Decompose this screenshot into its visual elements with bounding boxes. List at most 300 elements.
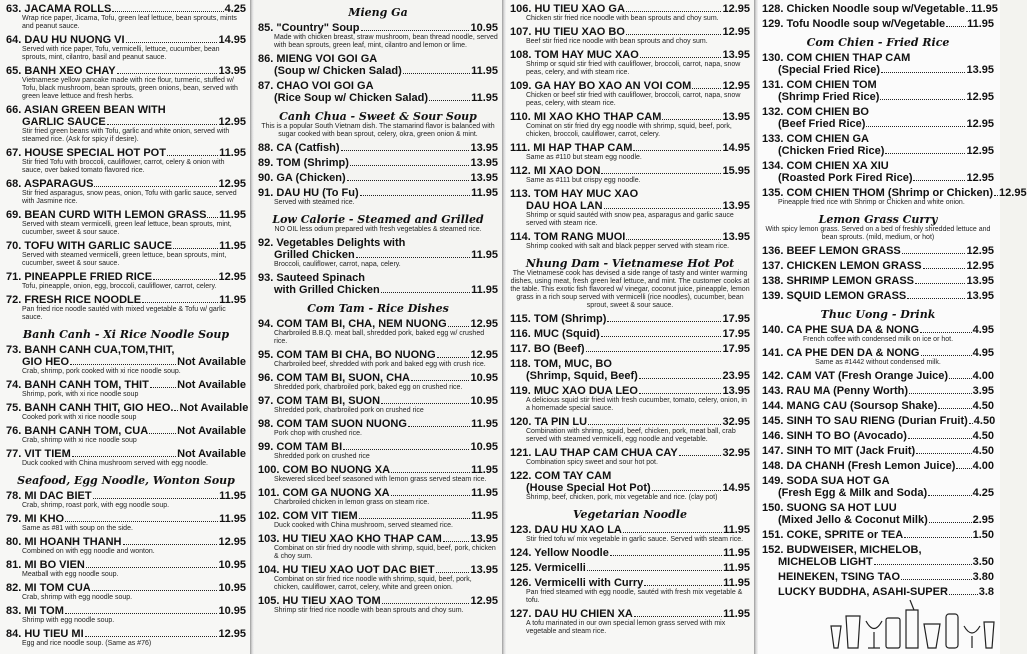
menu-item-row xyxy=(258,533,498,545)
menu-item xyxy=(258,510,498,530)
menu-item-description: Served with steamed rice. xyxy=(274,199,355,206)
menu-item-row xyxy=(6,116,246,128)
menu-item-description: Duck cooked with China mushroom, served steamed rice. xyxy=(274,522,453,529)
menu-item-name: 130. COM CHIEN THAP CAM xyxy=(762,52,911,64)
menu-item-name: 126. Vermicelli with Curry xyxy=(510,577,644,589)
menu-item xyxy=(762,415,994,427)
menu-item-name: 95. COM TAM BI CHA, BO NUONG xyxy=(258,349,436,361)
menu-item-name: 136. BEEF LEMON GRASS xyxy=(762,245,901,257)
menu-item-row xyxy=(6,147,246,159)
menu-item-name: 80. MI HOANH THANH xyxy=(6,536,122,548)
menu-item-name: 66. ASIAN GREEN BEAN WITH xyxy=(6,104,166,116)
menu-item-row xyxy=(6,379,246,391)
leader-dots xyxy=(126,42,218,43)
menu-item-description: Shrimp stir fried rice noodle with bean sprouts and choy sum. xyxy=(274,607,464,614)
menu-item-row xyxy=(510,470,750,482)
page-fold xyxy=(502,0,506,654)
menu-item-row xyxy=(762,445,994,457)
menu-item-price: 11.95 xyxy=(723,608,750,620)
menu-item-name: 68. ASPARAGUS xyxy=(6,178,94,190)
menu-item-name: 131. COM CHIEN TOM xyxy=(762,79,877,91)
menu-item xyxy=(258,172,498,184)
menu-item-price: 11.95 xyxy=(723,547,750,559)
leader-dots xyxy=(94,186,217,187)
menu-item-description: Served with steamed vermicelli, green lettuce, bean sprouts, mint, cucumber, sweet & sour sauce. xyxy=(22,252,227,267)
menu-item-row xyxy=(510,80,750,92)
menu-item-description: Broccoli, cauliflower, carrot, napa, celery. xyxy=(274,261,401,268)
menu-item-name: 73. BANH CANH CUA,TOM,THIT, xyxy=(6,344,175,356)
menu-item xyxy=(258,564,498,592)
menu-item-row xyxy=(258,510,498,522)
menu-item-price: 11.95 xyxy=(723,524,750,536)
leader-dots xyxy=(587,570,722,571)
menu-item-name: 125. Vermicelli xyxy=(510,562,586,574)
menu-item xyxy=(510,343,750,355)
leader-dots xyxy=(142,302,218,303)
menu-item-price: 12.95 xyxy=(470,318,498,330)
leader-dots xyxy=(874,564,972,565)
leader-dots xyxy=(639,393,722,394)
menu-item xyxy=(258,533,498,561)
menu-item xyxy=(510,547,750,559)
menu-item-row xyxy=(510,358,750,370)
menu-item-subname: LUCKY BUDDHA, ASAHI-SUPER xyxy=(778,586,948,598)
leader-dots xyxy=(341,150,470,151)
menu-item-name: 74. BANH CANH TOM, THIT xyxy=(6,379,149,391)
menu-item-name: 100. COM BO NUONG XA xyxy=(258,464,391,476)
menu-item xyxy=(510,562,750,574)
menu-item-name: 149. SODA SUA HOT GA xyxy=(762,475,890,487)
menu-item xyxy=(762,260,994,272)
leader-dots xyxy=(652,490,722,491)
menu-item-description: Shredded pork, charbroiled pork on crushed rice xyxy=(274,407,424,414)
leader-dots xyxy=(902,253,966,254)
menu-item-name: 99. COM TAM BI xyxy=(258,441,343,453)
menu-item-row xyxy=(510,142,750,154)
leader-dots xyxy=(633,150,721,151)
menu-item-price: 12.95 xyxy=(966,145,994,157)
menu-item-description: Shrimp with egg noodle soup. xyxy=(22,617,115,624)
menu-item-name: 88. CA (Catfish) xyxy=(258,142,340,154)
menu-item-row xyxy=(510,370,750,382)
menu-item-row xyxy=(258,284,498,296)
leader-dots xyxy=(929,522,972,523)
menu-item-description: Crab, shrimp with egg noodle soup. xyxy=(22,594,133,601)
menu-item-name: 87. CHAO VOI GOI GA xyxy=(258,80,374,92)
menu-item-price: 13.95 xyxy=(470,564,498,576)
menu-item-description: Skewered sliced beef seasoned with lemon grass served steam rice. xyxy=(274,476,487,483)
menu-item xyxy=(6,3,246,31)
menu-item xyxy=(762,275,994,287)
menu-item-subname: (Roasted Pork Fired Rice) xyxy=(778,172,913,184)
leader-dots xyxy=(634,616,722,617)
menu-item-price: 10.95 xyxy=(470,441,498,453)
menu-item-row xyxy=(762,172,994,184)
menu-item-name: 91. DAU HU (To Fu) xyxy=(258,187,359,199)
menu-item-row xyxy=(6,356,246,368)
menu-item-price: 11.95 xyxy=(471,249,498,261)
menu-item-name: 128. Chicken Noodle soup w/Vegetable xyxy=(762,3,965,15)
menu-item-row xyxy=(6,425,246,437)
menu-item-row xyxy=(762,475,994,487)
menu-item-description: A tofu marinated in our own special lemon grass served with mix vegetable and steam rice. xyxy=(526,620,726,635)
menu-item-row xyxy=(258,249,498,261)
menu-item-description: Pork chop with crushed rice. xyxy=(274,430,362,437)
menu-item-name: 110. MI XAO KHO THAP CAM xyxy=(510,111,662,123)
menu-item-description: Shredded pork, charbroiled pork, baked egg on crushed rice. xyxy=(274,384,463,391)
leader-dots xyxy=(356,257,470,258)
menu-item xyxy=(6,628,246,648)
menu-item-price: 10.95 xyxy=(218,559,246,571)
menu-item-price: 10.95 xyxy=(470,22,498,34)
menu-item-row xyxy=(762,290,994,302)
menu-item xyxy=(6,490,246,510)
menu-item xyxy=(762,347,994,367)
menu-item-name: 124. Yellow Noodle xyxy=(510,547,609,559)
section-title: Com Tam - Rice Dishes xyxy=(307,302,449,315)
menu-item-description: Shrimp, beef, chicken, pork, mix vegetable and rice. (clay pot) xyxy=(526,494,718,501)
section-intro: This is a popular South Vietnam dish. The stamarind flavor is balanced with sugar cooked with bean sprout, celery, okra, green onion & mint. xyxy=(261,123,495,138)
leader-dots xyxy=(167,155,218,156)
menu-item-description: Egg and rice noodle soup. (Same as #76) xyxy=(22,640,152,647)
section-intro: With spicy lemon grass. Served on a bed of freshly shredded lettuce and bean sprouts. (mild, medium, or hot) xyxy=(765,226,991,241)
menu-item-row xyxy=(6,513,246,525)
menu-item xyxy=(510,49,750,77)
menu-item-name: 84. HU TIEU MI xyxy=(6,628,84,640)
menu-item xyxy=(762,160,994,184)
menu-item-row xyxy=(762,260,994,272)
menu-item-price: 4.50 xyxy=(972,430,994,442)
menu-item-price: 13.95 xyxy=(470,142,498,154)
menu-item-price: 12.95 xyxy=(722,3,750,15)
menu-item-row xyxy=(258,595,498,607)
menu-item-row xyxy=(762,529,994,541)
leader-dots xyxy=(644,585,722,586)
menu-item xyxy=(6,582,246,602)
menu-item-description: Served with steam vermicelli, green leaf lettuce, bean sprouts, mint, cucumber, sweet & sour sauce. xyxy=(22,221,232,236)
menu-item-price: 13.95 xyxy=(722,200,750,212)
leader-dots xyxy=(350,165,470,166)
leader-dots xyxy=(692,88,721,89)
menu-item-price: 10.95 xyxy=(218,582,246,594)
menu-item-price: 10.95 xyxy=(218,605,246,617)
menu-item-description: Pineapple fried rice with Shrimp or Chicken and white onion. xyxy=(778,199,965,206)
menu-item-name: 132. COM CHIEN BO xyxy=(762,106,869,118)
menu-item-row xyxy=(762,430,994,442)
menu-item xyxy=(258,464,498,484)
leader-dots xyxy=(123,544,218,545)
section-title: Canh Chua - Sweet & Sour Soup xyxy=(279,110,477,123)
menu-item-name: 151. COKE, SPRITE or TEA xyxy=(762,529,904,541)
menu-item xyxy=(258,272,498,296)
menu-item-price: 11.95 xyxy=(970,3,998,15)
section-title: Mieng Ga xyxy=(348,6,408,19)
section-title: Thuc Uong - Drink xyxy=(820,308,936,321)
leader-dots xyxy=(679,455,722,456)
menu-item-description: Charbroiled chicken in lemon grass on steam rice. xyxy=(274,499,430,506)
menu-item-name: 81. MI BO VIEN xyxy=(6,559,85,571)
leader-dots xyxy=(639,378,722,379)
menu-item-row xyxy=(762,79,994,91)
leader-dots xyxy=(885,153,965,154)
menu-item-name: 123. DAU HU XAO LA xyxy=(510,524,622,536)
menu-item-name: 119. MUC XAO DUA LEO xyxy=(510,385,638,397)
leader-dots xyxy=(93,498,219,499)
menu-item-price: 12.95 xyxy=(966,118,994,130)
menu-item-name: 82. MI TOM CUA xyxy=(6,582,91,594)
menu-item-row xyxy=(258,142,498,154)
menu-item-row xyxy=(510,165,750,177)
leader-dots xyxy=(360,195,470,196)
menu-item-price: 1.50 xyxy=(972,529,994,541)
menu-item xyxy=(510,385,750,413)
menu-item xyxy=(6,209,246,237)
leader-dots xyxy=(361,30,470,31)
menu-item-name: 135. COM CHIEN THOM (Shrimp or Chicken) xyxy=(762,187,994,199)
leader-dots xyxy=(65,521,218,522)
menu-item-row xyxy=(258,349,498,361)
menu-item xyxy=(258,395,498,415)
menu-item-row xyxy=(762,91,994,103)
section-title: Lemon Grass Curry xyxy=(818,213,938,226)
menu-item-name: 138. SHRIMP LEMON GRASS xyxy=(762,275,914,287)
menu-item-price: 11.95 xyxy=(471,418,498,430)
menu-item xyxy=(258,142,498,154)
menu-item xyxy=(258,237,498,269)
menu-item-price: 12.95 xyxy=(218,271,246,283)
menu-item-row xyxy=(510,608,750,620)
page-fold xyxy=(250,0,254,654)
menu-item xyxy=(762,571,994,583)
menu-item-row xyxy=(6,240,246,252)
menu-item xyxy=(762,3,998,15)
menu-item-row xyxy=(258,441,498,453)
menu-item-description: Same as #81 with soup on the side. xyxy=(22,525,133,532)
menu-item-name: 85. "Country" Soup xyxy=(258,22,360,34)
page-fold xyxy=(754,0,758,654)
menu-item xyxy=(510,608,750,636)
menu-item-price: 11.95 xyxy=(219,240,246,252)
menu-item xyxy=(6,104,246,144)
menu-item-name: 96. COM TAM BI, SUON, CHA xyxy=(258,372,410,384)
menu-item-name: 134. COM CHIEN XA XIU xyxy=(762,160,889,172)
menu-item-price: 4.95 xyxy=(972,347,994,359)
menu-item-description: Served with rice paper, Tofu, vermicelli, lettuce, cucumber, bean sprouts, mint, cilantro, basil and peanut sauce. xyxy=(22,46,220,61)
menu-column-1 xyxy=(0,0,252,654)
menu-item-name: 104. HU TIEU XAO UOT DAC BIET xyxy=(258,564,435,576)
menu-item-price: 11.95 xyxy=(219,147,246,159)
leader-dots xyxy=(65,613,218,614)
leader-dots xyxy=(946,26,966,27)
menu-item-name: 111. MI HAP THAP CAM xyxy=(510,142,633,154)
menu-item-price: Not Available xyxy=(179,402,249,414)
menu-item-row xyxy=(258,564,498,576)
menu-item xyxy=(762,324,994,344)
menu-item-price: 3.50 xyxy=(972,556,994,568)
section-title: Nhung Dam - Vietnamese Hot Pot xyxy=(525,257,735,270)
menu-item-price: 4.00 xyxy=(972,370,994,382)
menu-item-price: 12.95 xyxy=(470,349,498,361)
menu-item-price: Not Available xyxy=(177,425,246,437)
menu-item xyxy=(6,34,246,62)
menu-item-subname: (Shrimp, Squid, Beef) xyxy=(526,370,638,382)
menu-item xyxy=(258,53,498,77)
menu-item-subname: (Soup w/ Chicken Salad) xyxy=(274,65,402,77)
menu-item-description: Crab, shrimp with xi rice noodle soup xyxy=(22,437,137,444)
menu-item-name: 76. BANH CANH TOM, CUA xyxy=(6,425,149,437)
menu-item-price: 13.95 xyxy=(722,49,750,61)
leader-dots xyxy=(880,99,965,100)
menu-item xyxy=(258,80,498,104)
menu-item-description: Charbroiled beef, shredded with pork and baked egg with crush rice. xyxy=(274,361,486,368)
menu-item-description: Chicken or beef stir fried with cauliflower, broccoli, carrot, napa, snow peas, celery, with steam rice. xyxy=(526,92,741,107)
leader-dots xyxy=(85,636,218,637)
leader-dots xyxy=(117,73,218,74)
section-title: Banh Canh - Xi Rice Noodle Soup xyxy=(22,328,230,341)
leader-dots xyxy=(443,541,470,542)
leader-dots xyxy=(149,433,176,434)
menu-item-row xyxy=(762,18,994,30)
menu-item-price: 13.95 xyxy=(218,65,246,77)
menu-item-name: 116. MUC (Squid) xyxy=(510,328,600,340)
menu-item-description: Cominat on stir fried dry egg noodle with shrimp, squid, beef, pork, chicken, broccoli, cauliflower, carrot, celery. xyxy=(526,123,732,138)
menu-item-price: 13.95 xyxy=(470,172,498,184)
menu-item-row xyxy=(258,318,498,330)
menu-item-description: Combination with shrimp, squid, beef, chicken, pork, meat ball, crab served with steamed vermicelli, egg noodle and vegetable. xyxy=(526,428,736,443)
menu-item-subname: GIO HEO xyxy=(22,356,70,368)
menu-item-description: Combined on with egg noodle and wonton. xyxy=(22,548,155,555)
menu-item-price: 12.95 xyxy=(722,26,750,38)
menu-item-price: 11.95 xyxy=(471,65,498,77)
menu-item-row xyxy=(762,514,994,526)
menu-item-row xyxy=(510,188,750,200)
menu-item-row xyxy=(762,133,994,145)
leader-dots xyxy=(403,73,470,74)
menu-item-name: 142. CAM VAT (Fresh Orange Juice) xyxy=(762,370,949,382)
menu-item xyxy=(510,313,750,325)
leader-dots xyxy=(923,268,966,269)
menu-item-description: Combination spicy sweet and sour hot pot. xyxy=(526,459,658,466)
menu-item xyxy=(258,487,498,507)
leader-dots xyxy=(915,283,965,284)
menu-item-description: Stir fried asparagus, snow peas, onion, Tofu with garlic sauce, served with Jasmine rice. xyxy=(22,190,237,205)
menu-item-name: 144. MANG CAU (Soursop Shake) xyxy=(762,400,938,412)
menu-item-description: Made with chicken breast, straw mushroom, bean thread noodle, served with bean sprouts, green leaf, mint, cilantro and lemon or lime. xyxy=(274,34,498,49)
menu-item xyxy=(510,3,750,23)
menu-item-price: 11.95 xyxy=(471,487,498,499)
menu-item-row xyxy=(510,313,750,325)
menu-item-name: 69. BEAN CURD WITH LEMON GRASS xyxy=(6,209,207,221)
menu-item-name: 146. SINH TO BO (Avocado) xyxy=(762,430,907,442)
menu-item-name: 63. JACAMA ROLLS xyxy=(6,3,112,15)
leader-dots xyxy=(623,532,722,533)
menu-item xyxy=(6,344,246,376)
menu-item-price: 10.95 xyxy=(470,372,498,384)
menu-item xyxy=(510,80,750,108)
leader-dots xyxy=(92,590,218,591)
menu-item-row xyxy=(762,324,994,336)
menu-item xyxy=(762,544,994,568)
menu-item-name: 152. BUDWEISER, MICHELOB, xyxy=(762,544,922,556)
leader-dots xyxy=(347,180,470,181)
leader-dots xyxy=(928,495,971,496)
menu-item-price: 11.95 xyxy=(219,209,246,221)
menu-item-price: 32.95 xyxy=(722,416,750,428)
menu-column-3 xyxy=(504,0,756,654)
menu-item-price: 17.95 xyxy=(722,328,750,340)
menu-item-price: 13.95 xyxy=(722,111,750,123)
leader-dots xyxy=(411,380,469,381)
menu-item-subname: (Special Fried Rice) xyxy=(778,64,881,76)
menu-item-price: 11.95 xyxy=(723,562,750,574)
menu-item-name: 90. GA (Chicken) xyxy=(258,172,346,184)
menu-item-price: 12.95 xyxy=(218,628,246,640)
leader-dots xyxy=(601,336,722,337)
menu-item-description: Shrimp, pork, with xi rice noodle soup xyxy=(22,391,139,398)
menu-item-description: Stir fried tofu w/ mix vegetable in garlic sauce. Served with steam rice. xyxy=(526,536,744,543)
menu-item-row xyxy=(6,65,246,77)
menu-item-row xyxy=(762,556,994,568)
menu-item-name: 143. RAU MA (Penny Worth) xyxy=(762,385,909,397)
menu-item xyxy=(762,502,994,526)
leader-dots xyxy=(112,11,223,12)
menu-item-name: 129. Tofu Noodle soup w/Vegetable xyxy=(762,18,946,30)
menu-item-row xyxy=(762,145,994,157)
menu-item-name: 139. SQUID LEMON GRASS xyxy=(762,290,907,302)
leader-dots xyxy=(391,495,470,496)
leader-dots xyxy=(626,11,722,12)
menu-item-row xyxy=(510,49,750,61)
menu-item-name: 78. MI DAC BIET xyxy=(6,490,92,502)
menu-item xyxy=(6,425,246,445)
menu-item-subname: (Chicken Fried Rice) xyxy=(778,145,885,157)
menu-item-description: Tofu, pineapple, onion, egg, broccoli, cauliflower, carrot, celery. xyxy=(22,283,217,290)
menu-item-price: 12.95 xyxy=(470,595,498,607)
menu-item-description: Beef stir fried rice noodle with bean sprouts and choy sum. xyxy=(526,38,708,45)
menu-item-price: 12.95 xyxy=(218,178,246,190)
menu-item-name: 140. CA PHE SUA DA & NONG xyxy=(762,324,920,336)
menu-item-row xyxy=(510,524,750,536)
leader-dots xyxy=(640,57,722,58)
menu-item-row xyxy=(762,64,994,76)
menu-item xyxy=(762,106,994,130)
menu-item xyxy=(762,460,994,472)
menu-item-subname: DAU HOA LAN xyxy=(526,200,603,212)
menu-item xyxy=(258,372,498,392)
menu-item-row xyxy=(510,447,750,459)
leader-dots xyxy=(916,453,971,454)
menu-item-name: 77. VIT TIEM xyxy=(6,448,71,460)
menu-item xyxy=(258,595,498,615)
section-intro: The Vietnamese cook has devised a side range of tasty and winter warming dishes, using meat, fresh green leaf lettuce, and mint. The customer cooks at the table. This exotic fish flavored w/ vinegar, coconut juice, pineapple, lemon grass in a rich soup served with vermicelli (rice noodles), cucumber, bean sprout, sweet & sour sauce. xyxy=(510,270,750,309)
menu-item-price: 23.95 xyxy=(722,370,750,382)
menu-item-price: 13.95 xyxy=(966,275,994,287)
menu-item-row xyxy=(6,402,249,414)
menu-item xyxy=(510,358,750,382)
menu-item-subname: (Fresh Egg & Milk and Soda) xyxy=(778,487,928,499)
menu-item-price: 4.50 xyxy=(972,445,994,457)
menu-item-name: 113. TOM HAY MUC XAO xyxy=(510,188,639,200)
menu-item-price: 12.95 xyxy=(218,536,246,548)
leader-dots xyxy=(70,364,176,365)
leader-dots xyxy=(391,472,470,473)
menu-item-name: 86. MIENG VOI GOI GA xyxy=(258,53,378,65)
leader-dots xyxy=(72,456,176,457)
menu-item xyxy=(510,470,750,502)
menu-item-subname: with Grilled Chicken xyxy=(274,284,380,296)
leader-dots xyxy=(626,239,721,240)
menu-item-row xyxy=(6,448,246,460)
